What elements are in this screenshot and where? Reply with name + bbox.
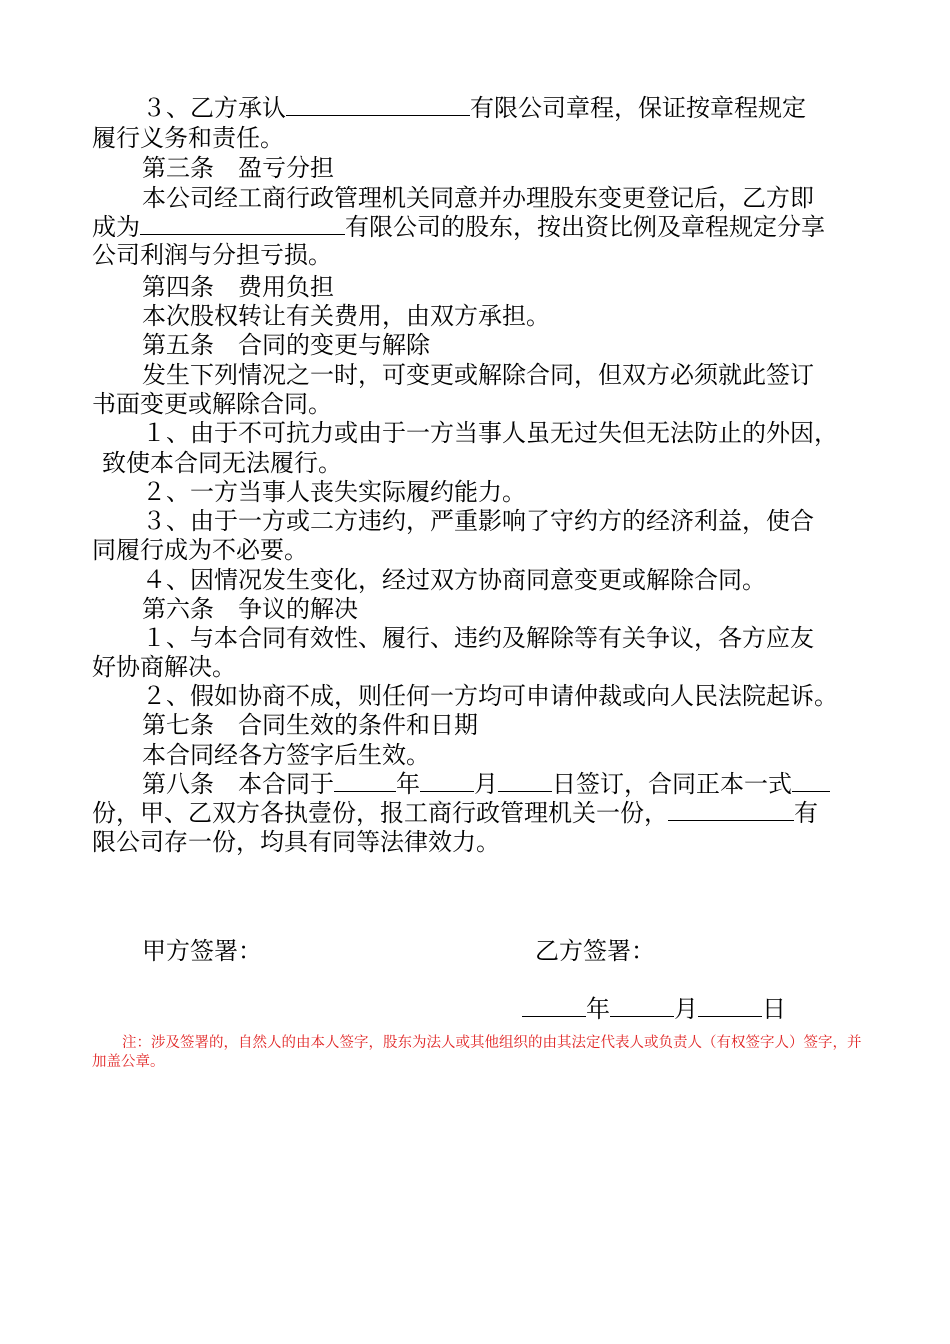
copies-blank[interactable] bbox=[792, 769, 830, 792]
line-text: 日签订，合同正本一式 bbox=[552, 770, 792, 798]
clause-line: 履行义务和责任。 bbox=[92, 124, 284, 152]
clause-line: 致使本合同无法履行。 bbox=[102, 449, 342, 477]
signature-note: 注：涉及签署的，自然人的由本人签字，股东为法人或其他组织的由其法定代表人或负责人（有权签字人）签字，并加盖公章。 bbox=[92, 1035, 862, 1070]
clause-line: 限公司存一份，均具有同等法律效力。 bbox=[92, 828, 500, 856]
clause-line: 本次股权转让有关费用，由双方承担。 bbox=[142, 302, 550, 330]
clause-line bbox=[142, 769, 830, 799]
line-text: 月 bbox=[674, 995, 698, 1023]
article-heading: 第三条 盈亏分担 bbox=[142, 154, 334, 182]
line-text: ３、乙方承认 bbox=[142, 94, 286, 122]
clause-line bbox=[92, 212, 825, 242]
line-text: 份，甲、乙双方各执壹份，报工商行政管理机关一份， bbox=[92, 799, 668, 827]
fill-blank[interactable] bbox=[286, 93, 470, 116]
party-b-signature-label: 乙方签署： bbox=[535, 937, 655, 965]
clause-line: 本公司经工商行政管理机关同意并办理股东变更登记后，乙方即 bbox=[142, 184, 814, 212]
line-text: 有限公司的股东，按出资比例及章程规定分享 bbox=[345, 213, 825, 241]
year-blank[interactable] bbox=[334, 769, 396, 792]
article-heading: 第五条 合同的变更与解除 bbox=[142, 331, 430, 359]
fill-blank[interactable] bbox=[140, 212, 345, 235]
clause-line: ２、假如协商不成，则任何一方均可申请仲裁或向人民法院起诉。 bbox=[142, 682, 838, 710]
line-text: 有限公司章程，保证按章程规定 bbox=[470, 94, 806, 122]
line-text: 年 bbox=[396, 770, 420, 798]
line-text: 成为 bbox=[92, 213, 140, 241]
year-blank[interactable] bbox=[522, 994, 586, 1017]
line-text: 年 bbox=[586, 995, 610, 1023]
clause-line: １、与本合同有效性、履行、违约及解除等有关争议，各方应友 bbox=[142, 624, 814, 652]
clause-line: 同履行成为不必要。 bbox=[92, 536, 308, 564]
clause-line: ３、由于一方或二方违约，严重影响了守约方的经济利益，使合 bbox=[142, 507, 814, 535]
article-heading: 第六条 争议的解决 bbox=[142, 595, 358, 623]
clause-line: 公司利润与分担亏损。 bbox=[92, 241, 332, 269]
clause-line bbox=[92, 798, 818, 828]
party-a-signature-label: 甲方签署： bbox=[142, 937, 262, 965]
month-blank[interactable] bbox=[610, 994, 674, 1017]
line-text: 日 bbox=[762, 995, 786, 1023]
signature-date-line bbox=[522, 994, 786, 1024]
article-heading: 第七条 合同生效的条件和日期 bbox=[142, 711, 478, 739]
month-blank[interactable] bbox=[420, 769, 474, 792]
line-text: 月 bbox=[474, 770, 498, 798]
day-blank[interactable] bbox=[698, 994, 762, 1017]
clause-line: ４、因情况发生变化，经过双方协商同意变更或解除合同。 bbox=[142, 566, 766, 594]
clause-line: １、由于不可抗力或由于一方当事人虽无过失但无法防止的外因， bbox=[142, 419, 838, 447]
line-text: 有 bbox=[794, 799, 818, 827]
clause-line: 发生下列情况之一时，可变更或解除合同，但双方必须就此签订 bbox=[142, 361, 814, 389]
clause-line bbox=[142, 93, 806, 123]
clause-line: ２、一方当事人丧失实际履约能力。 bbox=[142, 478, 526, 506]
line-text: 第八条 本合同于 bbox=[142, 770, 334, 798]
clause-line: 好协商解决。 bbox=[92, 653, 236, 681]
clause-line: 本合同经各方签字后生效。 bbox=[142, 741, 430, 769]
article-heading: 第四条 费用负担 bbox=[142, 273, 334, 301]
fill-blank[interactable] bbox=[668, 798, 794, 821]
day-blank[interactable] bbox=[498, 769, 552, 792]
clause-line: 书面变更或解除合同。 bbox=[92, 390, 332, 418]
